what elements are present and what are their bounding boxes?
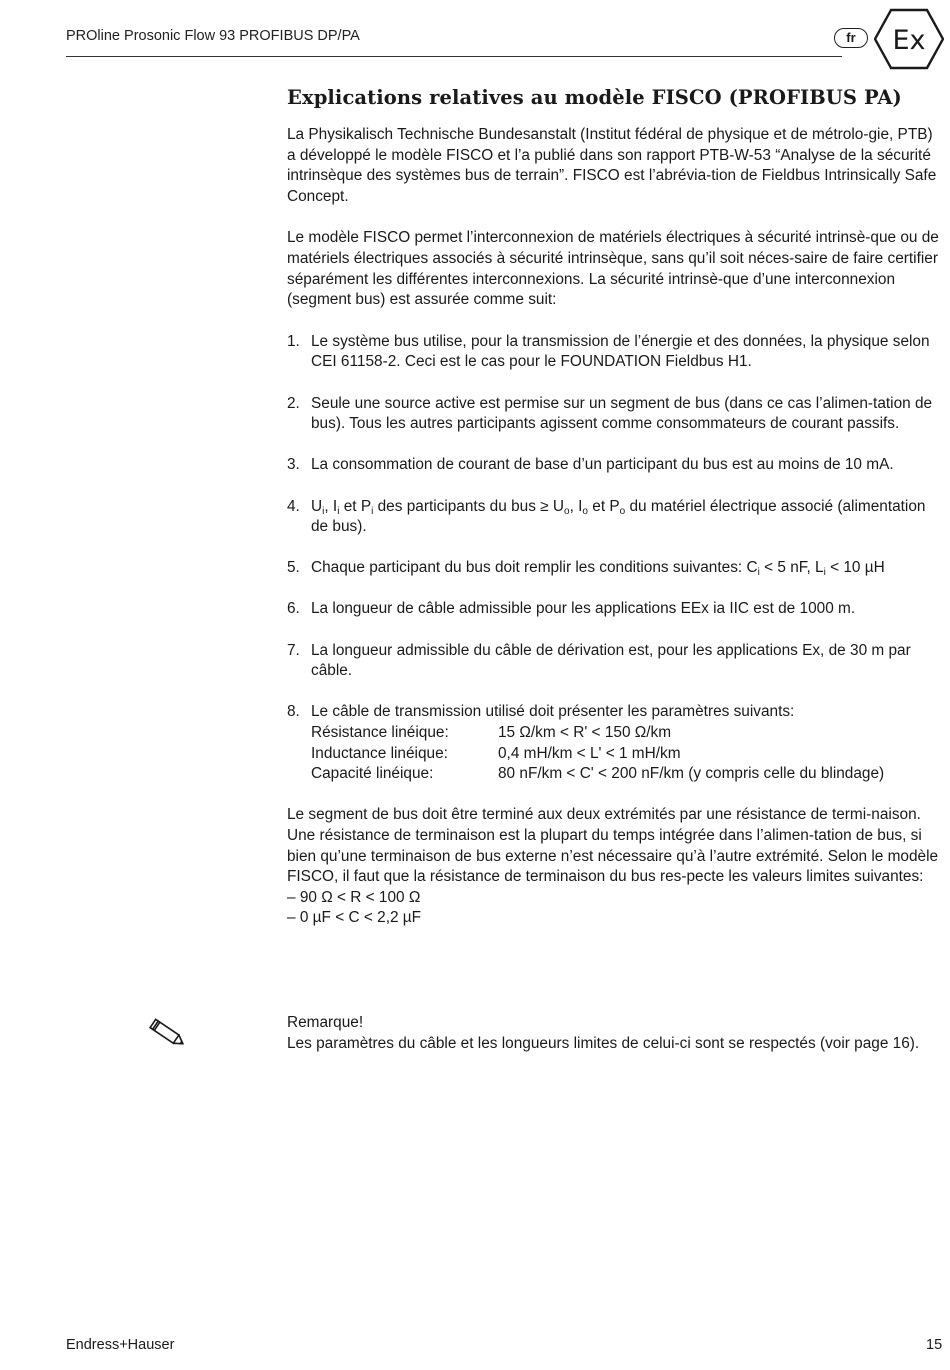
text-fragment: < 5 nF, <box>759 559 816 577</box>
separator: , <box>569 497 579 515</box>
symbol-io: I <box>578 497 583 515</box>
list-number: 8. <box>287 703 300 721</box>
text-fragment: des participants du bus ≥ <box>373 497 553 515</box>
resistance-limit: – 90 Ω < R < 100 Ω <box>287 888 421 906</box>
page-number: 15 <box>926 1337 943 1353</box>
subscript: o <box>564 505 570 517</box>
list-number: 2. <box>287 394 300 412</box>
capacitance-limit: – 0 µF < C < 2,2 µF <box>287 909 422 927</box>
list-number: 6. <box>287 600 300 618</box>
symbol-po: P <box>609 497 620 515</box>
subscript: i <box>371 505 374 517</box>
parameter-row <box>311 723 884 744</box>
main-content <box>287 85 942 929</box>
list-item-text: La consommation de courant de base d’un participant du bus est au moins de 10 mA. <box>311 456 894 474</box>
header-divider <box>66 56 842 57</box>
list-item <box>287 332 942 373</box>
list-number: 1. <box>287 332 300 350</box>
subscript: i <box>337 505 340 517</box>
footer-brand: Endress+Hauser <box>66 1337 175 1353</box>
list-item-text: La longueur de câble admissible pour les applications EEx ia IIC est de 1000 m. <box>311 600 856 618</box>
symbol-uo: U <box>552 497 565 515</box>
list-item-text: Le système bus utilise, pour la transmission de l’énergie et des données, la physique selon CEI 61158-2. Ceci est le cas pour le FOUNDATION Fieldbus H1. <box>311 332 930 371</box>
list-item <box>287 599 942 620</box>
parameter-value: 0,4 mH/km < L' < 1 mH/km <box>498 744 681 762</box>
list-number: 4. <box>287 497 300 515</box>
symbol-l: L <box>815 559 824 577</box>
symbol-i: I <box>332 497 338 515</box>
subscript: i <box>322 505 325 517</box>
list-number: 3. <box>287 456 300 474</box>
text-fragment: du matériel électrique associé (alimentation de bus). <box>311 497 926 536</box>
note-title: Remarque! <box>287 1014 364 1031</box>
parameter-value: 15 Ω/km < R' < 150 Ω/km <box>498 724 672 742</box>
fisco-conditions-list <box>287 332 942 785</box>
note-box <box>287 1013 942 1054</box>
page-heading: Explications relatives au modèle FISCO (PROFIBUS PA) <box>287 86 902 109</box>
parameter-value: 80 nF/km < C' < 200 nF/km (y compris celle du blindage) <box>498 765 885 783</box>
subscript: o <box>582 505 588 517</box>
list-item-text: La longueur admissible du câble de dérivation est, pour les applications Ex, de 30 m par câble. <box>311 641 911 680</box>
subscript: i <box>823 567 826 579</box>
list-item-text: Seule une source active est permise sur un segment de bus (dans ce cas l’alimen-tation de bus). Tous les autres participants agissent comme consommateurs de courant passifs. <box>311 394 933 433</box>
intro-paragraph-2: Le modèle FISCO permet l’interconnexion de matériels électriques à sécurité intrinsè-que ou de matériels électriques associés à sécurité intrinsèque, sans qu’il soit néces-saire de faire certifier séparément les différentes interconnexions. La sécurité intrinsè-que d’une interconnexion (segment bus) est assurée comme suit: <box>287 229 939 309</box>
list-item <box>287 394 942 435</box>
termination-section <box>287 805 942 929</box>
language-badge: fr <box>834 28 868 48</box>
subscript: o <box>619 505 626 517</box>
list-number: 7. <box>287 641 300 659</box>
note-text: Les paramètres du câble et les longueurs limites de celui-ci sont se respectés (voir page 16). <box>287 1034 920 1052</box>
parameter-name: Inductance linéique: <box>311 744 448 762</box>
subscript: i <box>757 567 760 579</box>
text-fragment: < 10 µH <box>825 559 885 577</box>
symbol-c: C <box>746 559 758 577</box>
symbol-p: P <box>360 497 372 515</box>
parameter-name: Capacité linéique: <box>311 765 434 783</box>
termination-paragraph: Le segment de bus doit être terminé aux deux extrémités par une résistance de termi-naison. Une résistance de terminaison est la plupart du temps intégrée dans l’alimen-tation de bus, si bien qu’une terminaison de bus externe n’est nécessaire qu’à l’autre extrémité. Selon le modèle FISCO, il faut que la résistance de terminaison du bus res-pecte les valeurs limites suivantes: <box>287 806 939 886</box>
list-item-text <box>311 498 925 536</box>
ex-symbol-text: Ex <box>892 25 926 56</box>
separator: , <box>324 497 333 515</box>
pencil-icon <box>146 1016 188 1050</box>
list-item-text <box>311 559 885 579</box>
list-item <box>287 641 942 682</box>
intro-paragraph-1: La Physikalisch Technische Bundesanstalt (Institut fédéral de physique et de métrolo-gie, PTB) a développé le modèle FISCO et l’a publié dans son rapport PTB-W-53 “Analyse de la sécurité intrinsèque des systèmes bus de terrain”. FISCO est l’abrévia-tion de Fieldbus Intrinsically Safe Concept. <box>287 126 937 205</box>
list-item <box>287 702 942 784</box>
parameter-row <box>311 744 884 765</box>
parameter-name: Résistance linéique: <box>311 724 449 742</box>
parameter-row <box>311 764 884 785</box>
cable-parameters <box>311 723 884 785</box>
list-number: 5. <box>287 559 300 577</box>
list-item <box>287 497 942 538</box>
document-title: PROline Prosonic Flow 93 PROFIBUS DP/PA <box>66 28 360 44</box>
ex-hazard-logo <box>874 8 944 70</box>
symbol-u: U <box>311 497 323 515</box>
conjunction: et <box>339 497 361 515</box>
text-fragment: Chaque participant du bus doit remplir les conditions suivantes: <box>311 559 747 577</box>
conjunction: et <box>587 497 610 515</box>
list-item-text: Le câble de transmission utilisé doit présenter les paramètres suivants: <box>311 703 795 721</box>
list-item <box>287 558 942 579</box>
list-item <box>287 455 942 476</box>
